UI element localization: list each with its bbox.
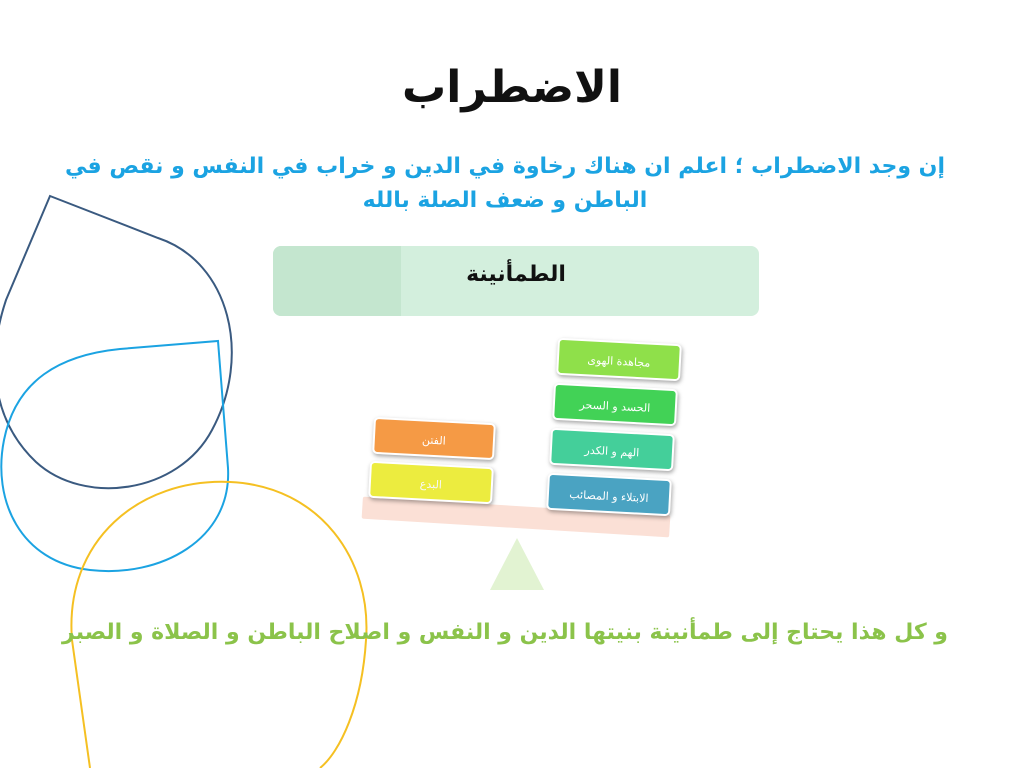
left-block-fitan: الفتن (372, 417, 496, 460)
slide-title: الاضطراب (402, 62, 622, 113)
left-block-bida: البدع (368, 461, 494, 504)
scale-fulcrum (490, 538, 544, 590)
intro-text: إن وجد الاضطراب ؛ اعلم ان هناك رخاوة في الدين و خراب في النفس و نقص في الباطن و ضعف الصلة بالله (65, 154, 945, 213)
right-block-mujahada: مجاهدة الهوى (556, 338, 682, 381)
right-block-hamm: الهم و الكدر (549, 428, 675, 471)
right-block-ibtila: الابتلاء و المصائب (546, 473, 672, 516)
conclusion-text: و كل هذا يحتاج إلى طمأنينة بنيتها الدين و النفس و اصلاح الباطن و الصلاة و الصبر (62, 620, 948, 645)
right-block-hasad: الحسد و السحر (552, 383, 678, 426)
header-label: الطمأنينة (466, 262, 566, 287)
